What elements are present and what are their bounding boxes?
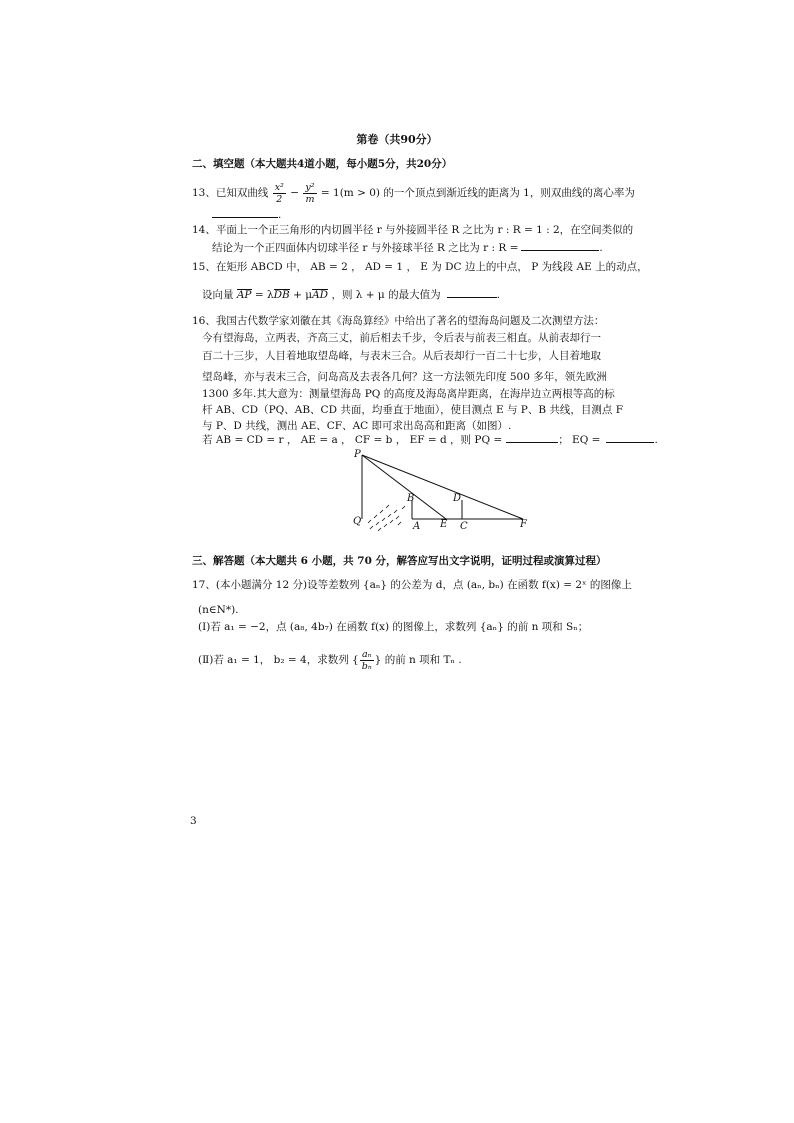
- label-q: Q: [353, 516, 362, 527]
- q14-answer-blank[interactable]: [521, 240, 599, 251]
- q16-line2: 今有望海岛，立两表，齐高三丈，前后相去千步，令后表与前表三相直。从前表却行一: [202, 332, 601, 344]
- q15-line1: 15、在矩形 ABCD 中， AB = 2 ， AD = 1 ， E 为 DC 边上的中点， P 为线段 AE 上的动点，: [192, 261, 648, 273]
- q14-line1: 14、平面上一个正三角形的内切圆半径 r 与外接圆半径 R 之比为 r : R = 1 : 2，在空间类似的: [192, 224, 634, 236]
- page-number: 3: [190, 815, 197, 827]
- q13-answer-blank-row: .: [212, 207, 281, 222]
- q16-pq-blank[interactable]: [506, 432, 558, 443]
- sea-hatching: [368, 505, 405, 531]
- q13-fraction-y: $\frac{\text{y²}}{m}$: [305, 181, 315, 205]
- q13-answer-blank[interactable]: [212, 207, 278, 218]
- q16-line7: 与 P、D 共线，测出 AE、CF、AC 即可求出岛高和距离（如图）.: [202, 420, 512, 432]
- q14-line2: 结论为一个正四面体内切球半径 r 与外接球半径 R 之比为 r : R = .: [212, 242, 603, 254]
- q13-text-pre: 13、已知双曲线: [192, 187, 272, 199]
- q15-answer-blank[interactable]: [447, 287, 497, 298]
- island-survey-figure: [340, 445, 540, 535]
- q17-line2: (n∈N*).: [198, 604, 239, 616]
- label-e: E: [440, 519, 448, 530]
- q17-line4: (Ⅱ)若 a₁ = 1， b₂ = 4，求数列 { $\frac{\text{aₙ}}{\text{bₙ}}$ } 的前 n 项和 Tₙ .: [198, 648, 462, 672]
- label-f: F: [520, 519, 527, 530]
- line-pf: [362, 455, 523, 519]
- vector-ad: AD: [312, 289, 329, 301]
- vector-ap: AP: [236, 289, 252, 301]
- q16-line4: 望岛峰，亦与表末三合，问岛高及去表各几何？这一方法领先印度 500 多年，领先欧洲: [202, 371, 607, 383]
- q17-line3: (Ⅰ)若 a₁ = −2，点 (a₈, 4b₇) 在函数 f(x) 的图像上，求数列 {aₙ} 的前 n 项和 Sₙ；: [198, 621, 589, 633]
- label-d: D: [453, 493, 462, 504]
- q13-text-post: = 1(m > 0) 的一个顶点到渐近线的距离为 1，则双曲线的离心率为: [317, 187, 635, 199]
- part3-header: 三、解答题（本大题共 6 小题，共 70 分，解答应写出文字说明，证明过程或演算过程）: [192, 555, 607, 567]
- q15-line2: 设向量 AP = λDB + μAD ，则 λ + μ 的最大值为 .: [202, 289, 500, 301]
- question-13: 13、已知双曲线 $\frac{\text{x²}}{2}$ − $\frac{\text{y²}}{m}$ = 1(m > 0) 的一个顶点到渐近线的距离为 1，则双曲线的离心率为: [192, 181, 635, 205]
- vector-db: DB: [273, 289, 290, 301]
- part2-header: 二、填空题（本大题共4道小题，每小题5分，共20分）: [192, 158, 453, 170]
- section-title: 第卷（共90分）: [356, 133, 438, 146]
- q16-line6: 杆 AB、CD（PQ、AB、CD 共面，均垂直于地面），使目测点 E 与 P、B 共线，目测点 F: [202, 404, 624, 416]
- label-b: B: [407, 493, 415, 504]
- q13-fraction-x: $\frac{\text{x²}}{2}$: [274, 181, 284, 205]
- label-c: C: [460, 521, 468, 532]
- q16-line3: 百二十三步，人目着地取望岛峰，与表末三合。从后表却行一百二十七步，人目着地取: [202, 350, 601, 362]
- line-pe: [362, 455, 446, 519]
- q16-line1: 16、我国古代数学家刘徽在其《海岛算经》中给出了著名的望海岛问题及二次测望方法：: [192, 315, 605, 327]
- q16-line5: 1300 多年.其大意为：测量望海岛 PQ 的高度及海岛离岸距离，在海岸边立两根等高的标: [202, 388, 615, 400]
- q16-line8: 若 AB = CD = r ， AE = a ， CF = b ， EF = d ，则 PQ = ； EQ = .: [202, 434, 658, 446]
- q17-fraction: $\frac{\text{aₙ}}{\text{bₙ}}$: [361, 648, 372, 672]
- label-p: P: [354, 449, 361, 460]
- q16-eq-blank[interactable]: [606, 432, 654, 443]
- label-a: A: [413, 521, 421, 532]
- q17-line1: 17、(本小题满分 12 分)设等差数列 {aₙ} 的公差为 d，点 (aₙ, bₙ) 在函数 f(x) = 2ˣ 的图像上: [192, 579, 632, 591]
